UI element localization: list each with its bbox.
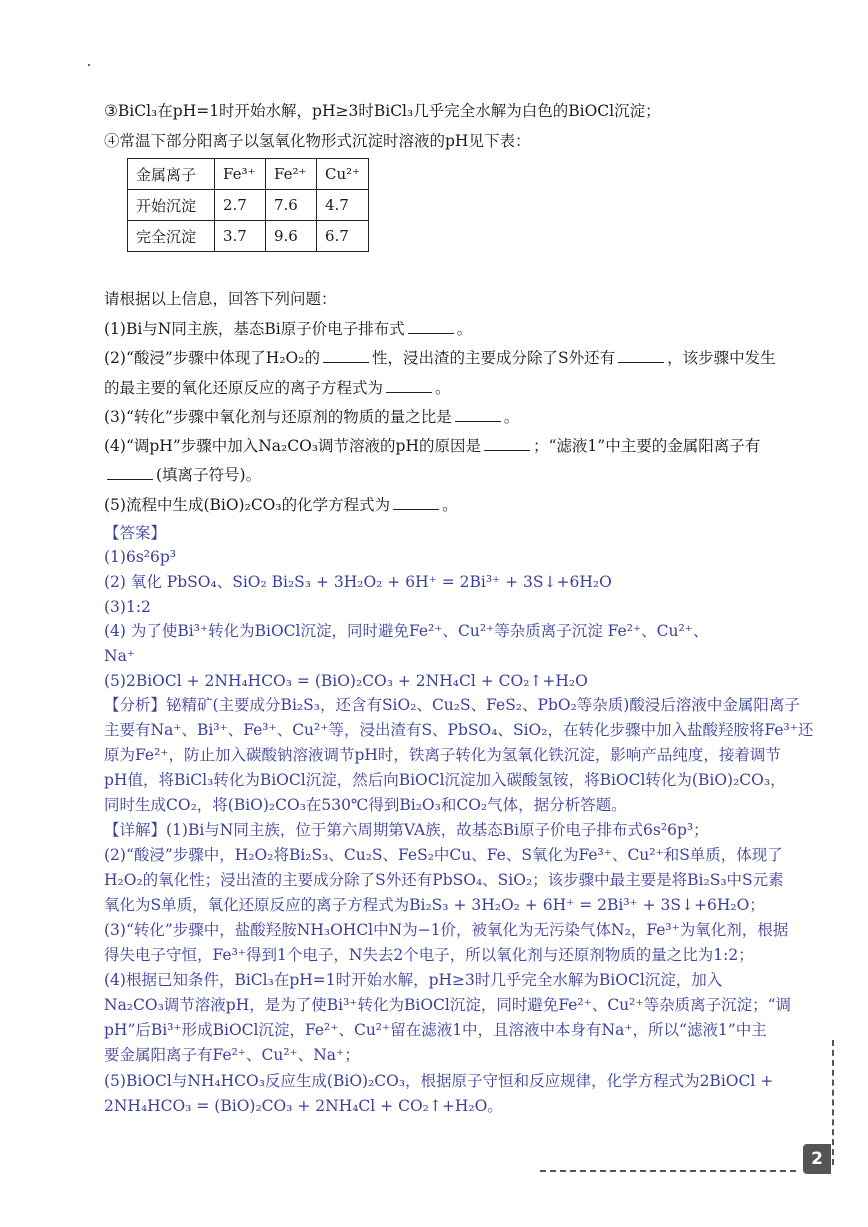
table-cell: 开始沉淀 xyxy=(128,190,215,221)
answer-3: (3)1:2 xyxy=(104,598,151,616)
question-1: (1)Bi与N同主族，基态Bi原子价电子排布式 。 xyxy=(104,320,473,338)
answer-4-cont: Na⁺ xyxy=(104,647,135,665)
note-4: ④常温下部分阳离子以氢氧化物形式沉淀时溶液的pH见下表： xyxy=(104,132,531,150)
answer-blank xyxy=(408,319,454,334)
question-2-cont: 的最主要的氧化还原反应的离子方程式为 。 xyxy=(104,379,451,397)
analysis-line: pH值，将BiCl₃转化为BiOCl沉淀，然后向BiOCl沉淀加入碳酸氢铵，将BiOCl转化为(BiO)₂CO₃， xyxy=(104,771,786,789)
scan-dot xyxy=(88,64,90,66)
analysis-line: 【分析】铋精矿(主要成分Bi₂S₃，还含有SiO₂、Cu₂S、FeS₂、PbO₂等杂质)酸浸后溶液中金属阳离子 xyxy=(104,696,800,714)
question-2: (2)“酸浸”步骤中体现了H₂O₂的 性，浸出渣的主要成分除了S外还有 ，该步骤中发生 xyxy=(104,349,776,367)
answer-2: (2) 氧化 PbSO₄、SiO₂ Bi₂S₃ + 3H₂O₂ + 6H⁺ = 2Bi³⁺ + 3S↓+6H₂O xyxy=(104,573,612,591)
table-row xyxy=(128,190,369,221)
answer-blank xyxy=(618,348,664,363)
detail-line: 要金属阳离子有Fe²⁺、Cu²⁺、Na⁺； xyxy=(104,1046,360,1064)
answer-1: (1)6s²6p³ xyxy=(104,548,176,566)
question-5: (5)流程中生成(BiO)₂CO₃的化学方程式为 。 xyxy=(104,496,458,514)
detail-line: (5)BiOCl与NH₄HCO₃反应生成(BiO)₂CO₃，根据原子守恒和反应规律，化学方程式为2BiOCl + xyxy=(104,1072,774,1090)
detail-line: 得失电子守恒，Fe³⁺得到1个电子，N失去2个电子，所以氧化剂与还原剂物质的量之比为1:2； xyxy=(104,946,754,964)
answer-blank xyxy=(323,348,369,363)
detail-line: (3)“转化”步骤中，盐酸羟胺NH₃OHCl中N为−1价，被氧化为无污染气体N₂，Fe³⁺为氧化剂，根据 xyxy=(104,921,789,939)
answer-title: 【答案】 xyxy=(104,524,167,542)
table-header-cell: 金属离子 xyxy=(128,159,215,190)
answer-blank xyxy=(455,407,501,422)
note-3: ③BiCl₃在pH=1时开始水解，pH≥3时BiCl₃几乎完全水解为白色的BiOCl沉淀； xyxy=(104,102,661,120)
table-cell: 4.7 xyxy=(317,190,369,221)
detail-line: 【详解】(1)Bi与N同主族，位于第六周期第VA族，故基态Bi原子价电子排布式6s²6p³； xyxy=(104,821,709,839)
detail-line: H₂O₂的氧化性；浸出渣的主要成分除了S外还有PbSO₄、SiO₂；该步骤中最主要是将Bi₂S₃中S元素 xyxy=(104,871,784,889)
answer-4: (4) 为了使Bi³⁺转化为BiOCl沉淀，同时避免Fe²⁺、Cu²⁺等杂质离子沉淀 Fe²⁺、Cu²⁺、 xyxy=(104,622,709,640)
dashed-border-horizontal xyxy=(540,1170,796,1172)
detail-line: 2NH₄HCO₃ = (BiO)₂CO₃ + 2NH₄Cl + CO₂↑+H₂O。 xyxy=(104,1097,503,1115)
detail-line: (2)“酸浸”步骤中，H₂O₂将Bi₂S₃、Cu₂S、FeS₂中Cu、Fe、S氧化为Fe³⁺、Cu²⁺和S单质，体现了 xyxy=(104,846,783,864)
detail-line: Na₂CO₃调节溶液pH，是为了使Bi³⁺转化为BiOCl沉淀，同时避免Fe²⁺、Cu²⁺等杂质离子沉淀；“调 xyxy=(104,996,791,1014)
table-header-cell: Fe²⁺ xyxy=(266,159,317,190)
dashed-border-vertical xyxy=(832,1040,834,1165)
questions-intro: 请根据以上信息，回答下列问题： xyxy=(104,290,337,308)
answer-blank xyxy=(484,436,530,451)
page-number: 2 xyxy=(803,1144,831,1174)
table-cell: 2.7 xyxy=(215,190,266,221)
table-header-cell: Fe³⁺ xyxy=(215,159,266,190)
table-cell: 6.7 xyxy=(317,221,369,252)
table-cell: 7.6 xyxy=(266,190,317,221)
analysis-line: 同时生成CO₂，将(BiO)₂CO₃在530℃得到Bi₂O₃和CO₂气体，据分析答题。 xyxy=(104,796,627,814)
analysis-line: 主要有Na⁺、Bi³⁺、Fe³⁺、Cu²⁺等，浸出渣有S、PbSO₄、SiO₂，在转化步骤中加入盐酸羟胺将Fe³⁺还 xyxy=(104,721,814,739)
question-4: (4)“调pH”步骤中加入Na₂CO₃调节溶液的pH的原因是 ；“滤液1”中主要的金属阳离子有 xyxy=(104,437,761,455)
precipitation-ph-table xyxy=(127,158,369,252)
table-cell: 9.6 xyxy=(266,221,317,252)
table-header-row xyxy=(128,159,369,190)
answer-5: (5)2BiOCl + 2NH₄HCO₃ = (BiO)₂CO₃ + 2NH₄Cl + CO₂↑+H₂O xyxy=(104,672,588,690)
detail-line: 氧化为S单质，氧化还原反应的离子方程式为Bi₂S₃ + 3H₂O₂ + 6H⁺ = 2Bi³⁺ + 3S↓+6H₂O； xyxy=(104,896,765,914)
answer-blank xyxy=(393,495,439,510)
question-3: (3)“转化”步骤中氧化剂与还原剂的物质的量之比是 。 xyxy=(104,408,520,426)
detail-line: pH”后Bi³⁺形成BiOCl沉淀，Fe²⁺、Cu²⁺留在滤液1中，且溶液中本身有Na⁺，所以“滤液1”中主 xyxy=(104,1021,767,1039)
table-header-cell: Cu²⁺ xyxy=(317,159,369,190)
table-cell: 3.7 xyxy=(215,221,266,252)
answer-blank xyxy=(386,378,432,393)
detail-line: (4)根据已知条件，BiCl₃在pH=1时开始水解，pH≥3时几乎完全水解为BiOCl沉淀，加入 xyxy=(104,971,723,989)
question-4-cont: (填离子符号)。 xyxy=(104,464,261,486)
table-row xyxy=(128,221,369,252)
analysis-line: 原为Fe²⁺，防止加入碳酸钠溶液调节pH时，铁离子转化为氢氧化铁沉淀，影响产品纯度，接着调节 xyxy=(104,746,781,764)
table-cell: 完全沉淀 xyxy=(128,221,215,252)
answer-blank xyxy=(107,465,153,480)
